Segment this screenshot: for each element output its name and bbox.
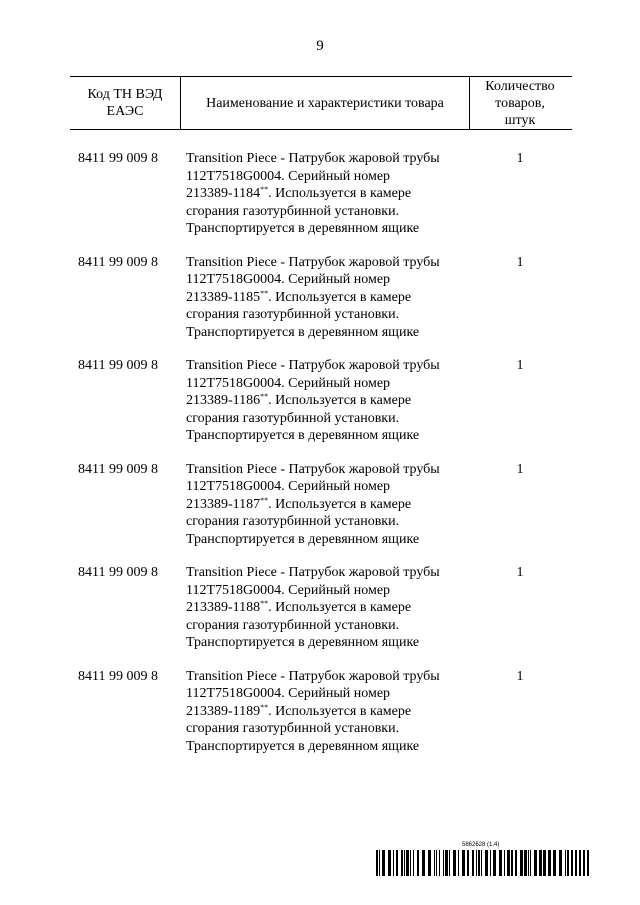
quantity: 1 bbox=[516, 151, 524, 166]
description-line bbox=[186, 496, 476, 514]
description-line: Transition Piece - Патрубок жаровой трубы bbox=[186, 254, 440, 270]
table-row bbox=[0, 150, 640, 250]
serial-number: 213389-1185 bbox=[186, 289, 261, 305]
description-line: Транспортируется в деревянном ящике bbox=[186, 531, 420, 547]
header-quantity-line: товаров, bbox=[495, 95, 545, 111]
description-line: Транспортируется в деревянном ящике bbox=[186, 635, 420, 650]
description-line: Транспортируется в деревянном ящике bbox=[186, 221, 420, 236]
description-text: . Используется в камере bbox=[268, 703, 412, 719]
description-line: сгорания газотурбинной установки. bbox=[186, 410, 400, 426]
description-line: Transition Piece - Патрубок жаровой трубы bbox=[186, 565, 440, 580]
item-description bbox=[186, 564, 476, 652]
description-line bbox=[186, 392, 476, 410]
footnote-mark: ** bbox=[260, 702, 269, 712]
header-quantity-line: штук bbox=[504, 112, 536, 128]
header-code-line: Код ТН ВЭД bbox=[87, 87, 163, 102]
description-line: 112T7518G0004. Серийный номер bbox=[186, 686, 391, 701]
footnote-mark: ** bbox=[260, 392, 269, 401]
quantity: 1 bbox=[516, 254, 524, 270]
header-name: Наименование и характеристики товара bbox=[180, 77, 470, 129]
description-line bbox=[186, 703, 476, 721]
footnote-mark: ** bbox=[260, 288, 269, 298]
item-description bbox=[186, 461, 476, 549]
description-line: Transition Piece - Патрубок жаровой трубы bbox=[186, 358, 440, 373]
tnved-code: 8411 99 009 8 bbox=[78, 358, 158, 373]
description-line: 112T7518G0004. Серийный номер bbox=[186, 168, 391, 184]
table-row bbox=[0, 357, 640, 457]
footnote-mark: ** bbox=[260, 185, 269, 194]
serial-number: 213389-1189 bbox=[186, 703, 261, 719]
quantity: 1 bbox=[516, 358, 524, 373]
description-line: Транспортируется в деревянном ящике bbox=[186, 738, 420, 754]
page-number: 9 bbox=[316, 38, 324, 54]
description-text: . Используется в камере bbox=[268, 393, 412, 408]
table-row bbox=[0, 564, 640, 664]
quantity: 1 bbox=[516, 668, 524, 684]
description-line: сгорания газотурбинной установки. bbox=[186, 307, 400, 322]
barcode-number: 5862628 (1.4) bbox=[462, 842, 500, 848]
item-description bbox=[186, 357, 476, 445]
tnved-code: 8411 99 009 8 bbox=[78, 151, 158, 166]
table-row bbox=[0, 254, 640, 354]
table-row bbox=[0, 668, 640, 768]
description-line: 112T7518G0004. Серийный номер bbox=[186, 479, 391, 494]
description-line: 112T7518G0004. Серийный номер bbox=[186, 375, 391, 391]
description-line bbox=[186, 185, 476, 203]
description-line: Transition Piece - Патрубок жаровой трубы bbox=[186, 151, 440, 166]
tnved-code: 8411 99 009 8 bbox=[78, 461, 158, 477]
description-line: Transition Piece - Патрубок жаровой трубы bbox=[186, 668, 440, 684]
description-text: . Используется в камере bbox=[268, 186, 412, 201]
description-line: сгорания газотурбинной установки. bbox=[186, 514, 400, 529]
description-line bbox=[186, 289, 476, 307]
tnved-code: 8411 99 009 8 bbox=[78, 254, 158, 270]
quantity: 1 bbox=[516, 565, 524, 580]
table-header bbox=[70, 76, 572, 130]
serial-number: 213389-1188 bbox=[186, 600, 261, 615]
description-line: сгорания газотурбинной установки. bbox=[186, 617, 400, 633]
serial-number: 213389-1186 bbox=[186, 393, 261, 408]
description-line: 112T7518G0004. Серийный номер bbox=[186, 272, 391, 287]
footnote-mark: ** bbox=[260, 495, 269, 505]
header-quantity-line: Количество bbox=[485, 78, 555, 94]
item-description bbox=[186, 254, 476, 342]
item-description bbox=[186, 668, 476, 756]
description-line: сгорания газотурбинной установки. bbox=[186, 203, 400, 219]
header-quantity bbox=[468, 77, 572, 129]
description-line: Transition Piece - Патрубок жаровой трубы bbox=[186, 461, 440, 477]
tnved-code: 8411 99 009 8 bbox=[78, 668, 158, 684]
serial-number: 213389-1187 bbox=[186, 496, 261, 512]
barcode bbox=[376, 850, 590, 876]
description-text: . Используется в камере bbox=[268, 496, 412, 512]
description-line: сгорания газотурбинной установки. bbox=[186, 721, 400, 736]
description-line bbox=[186, 599, 476, 617]
description-text: . Используется в камере bbox=[268, 289, 412, 305]
quantity: 1 bbox=[516, 461, 524, 477]
description-line: 112T7518G0004. Серийный номер bbox=[186, 582, 391, 598]
description-line: Транспортируется в деревянном ящике bbox=[186, 428, 420, 443]
serial-number: 213389-1184 bbox=[186, 186, 261, 201]
header-code-line: ЕАЭС bbox=[106, 104, 144, 119]
description-line: Транспортируется в деревянном ящике bbox=[186, 324, 420, 340]
description-text: . Используется в камере bbox=[268, 600, 412, 615]
footnote-mark: ** bbox=[260, 599, 269, 608]
item-description bbox=[186, 150, 476, 238]
table-row bbox=[0, 461, 640, 561]
tnved-code: 8411 99 009 8 bbox=[78, 565, 158, 580]
header-code bbox=[70, 77, 180, 129]
